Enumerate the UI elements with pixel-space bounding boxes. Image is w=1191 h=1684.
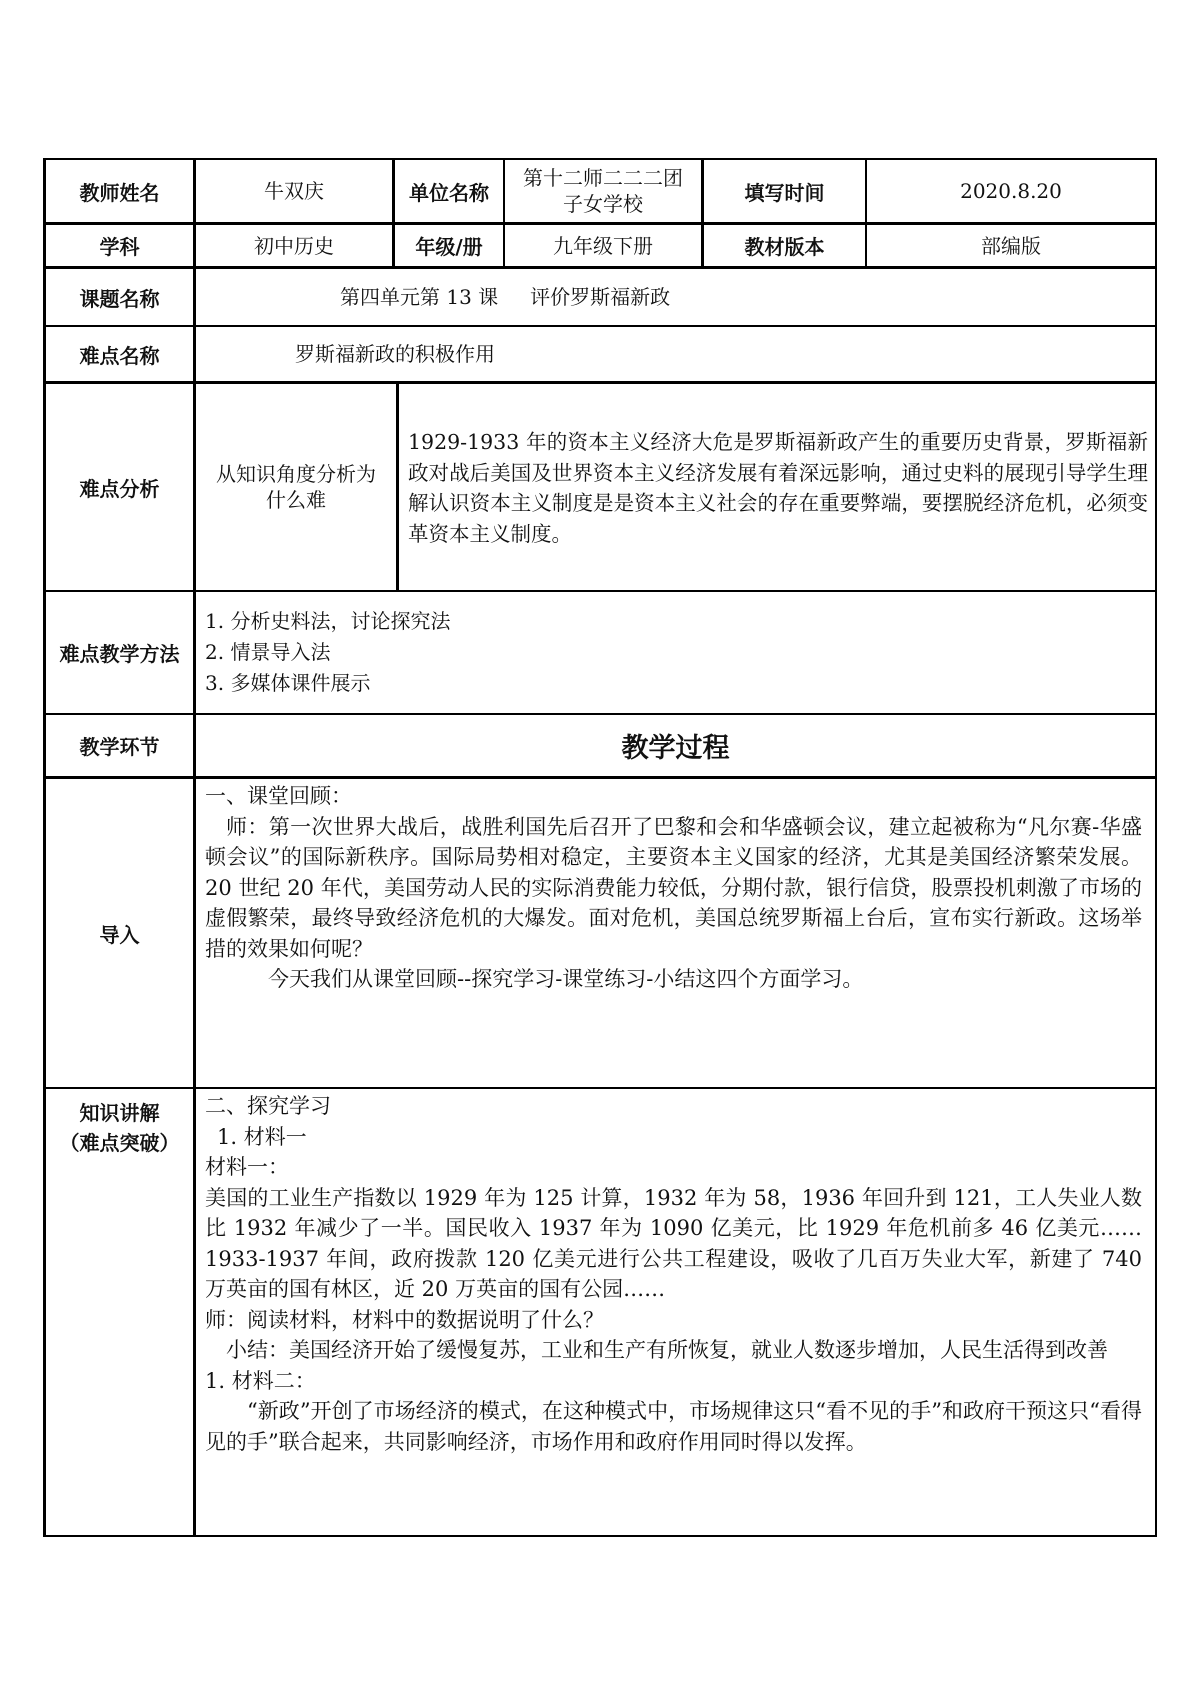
textbook-edition-label: 教材版本 — [744, 235, 825, 259]
intro-summary: 今天我们从课堂回顾--探究学习-课堂练习-小结这四个方面学习。 — [268, 967, 864, 991]
intro-content — [205, 781, 1142, 995]
analysis-text: 1929-1933 年的资本主义经济大危是罗斯福新政产生的重要历史背景，罗斯福新政对战后美国及世界资本主义经济发展有着深远影响，通过史料的展现引导学生理解认识资本主义制度是是资本主义社会的存在重要弊端，要摆脱经济危机，必须变革资本主义制度。 — [408, 430, 1148, 546]
method-item: 2. 情景导入法 — [205, 640, 331, 664]
intro-label: 导入 — [99, 922, 140, 947]
unit-name-value — [505, 160, 701, 222]
material-one-title: 1. 材料一 — [217, 1124, 307, 1149]
grade-value: 九年级下册 — [553, 233, 653, 258]
knowledge-content — [205, 1091, 1142, 1457]
teaching-method-list — [205, 606, 1105, 699]
table-border-right — [1155, 158, 1157, 1537]
label-column-divider — [193, 158, 196, 1537]
teaching-step-label: 教学环节 — [79, 735, 160, 759]
method-item: 3. 多媒体课件展示 — [205, 671, 371, 695]
topic-label: 课题名称 — [79, 286, 160, 311]
knowledge-label-line-2: （难点突破） — [59, 1131, 180, 1155]
row-rule-5 — [43, 590, 1157, 592]
fill-date-value: 2020.8.20 — [960, 179, 1062, 203]
textbook-edition-value: 部编版 — [981, 233, 1041, 258]
difficulty-name-value: 罗斯福新政的积极作用 — [295, 342, 495, 366]
knowledge-label — [46, 1098, 193, 1158]
subject-label: 学科 — [99, 235, 140, 259]
unit-name-line-1: 第十二师二二二团 — [523, 166, 683, 190]
intro-paragraph: 师：第一次世界大战后，战胜利国先后召开了巴黎和会和华盛顿会议，建立起被称为“凡尔赛-华盛顿会议”的国际新秩序。国际局势相对稳定，主要资本主义国家的经济，尤其是美国经济繁荣发展。20 世纪 20 年代，美国劳动人民的实际消费能力较低，分期付款，银行信贷，股票投机刺激了市场的虚假繁荣，最终导致经济危机的大爆发。面对危机，美国总统罗斯福上台后，宣布实行新政。这场举措的效果如何呢？ — [205, 814, 1142, 961]
knowledge-heading: 二、探究学习 — [205, 1094, 331, 1118]
analysis-divider — [396, 383, 399, 592]
material-one-label: 材料一： — [205, 1155, 289, 1179]
material-one-summary: 小结：美国经济开始了缓慢复苏，工业和生产有所恢复，就业人数逐步增加，人民生活得到改善 — [226, 1338, 1108, 1362]
row-rule-2 — [43, 266, 1157, 269]
unit-name-label: 单位名称 — [409, 180, 489, 205]
material-one-text: 美国的工业生产指数以 1929 年为 125 计算，1932 年为 58，1936 年回升到 121，工人失业人数比 1932 年减少了一半。国民收入 1937 年为 1090 亿美元，比 1929 年危机前多 46 亿美元……1933-1937 年间，政府拨款 120 亿美元进行公共工程建设，吸收了几百万失业大军，新建了 740 万英亩的国有林区，近 20 万英亩的国有公园…… — [205, 1185, 1142, 1301]
topic-unit: 第四单元第 13 课 — [340, 285, 499, 309]
analysis-angle — [196, 384, 396, 590]
topic-value — [340, 284, 840, 310]
difficulty-analysis-label: 难点分析 — [79, 476, 160, 501]
teaching-process-heading: 教学过程 — [621, 733, 730, 764]
method-item: 1. 分析史料法，讨论探究法 — [205, 609, 451, 633]
teaching-method-label: 难点教学方法 — [59, 642, 180, 666]
table-border-bottom — [43, 1535, 1157, 1537]
unit-name-line-2: 子女学校 — [563, 192, 643, 216]
teacher-name-label: 教师姓名 — [79, 180, 160, 205]
material-two-text: “新政”开创了市场经济的模式，在这种模式中，市场规律这只“看不见的手”和政府干预这只“看得见的手”联合起来，共同影响经济，市场作用和政府作用同时得以发挥。 — [205, 1399, 1142, 1454]
grade-label: 年级/册 — [415, 235, 483, 259]
row-rule-3 — [43, 325, 1157, 327]
topic-title: 评价罗斯福新政 — [530, 285, 671, 309]
subject-value: 初中历史 — [254, 233, 334, 258]
intro-heading: 一、课堂回顾： — [205, 784, 352, 808]
row-rule-7 — [43, 776, 1157, 779]
fill-date-label: 填写时间 — [744, 180, 825, 205]
knowledge-label-line-1: 知识讲解 — [79, 1101, 160, 1125]
analysis-angle-line-1: 从知识角度分析为 — [216, 462, 376, 486]
analysis-angle-line-2: 什么难 — [266, 488, 326, 512]
teacher-question: 师：阅读材料，材料中的数据说明了什么？ — [205, 1307, 604, 1332]
material-two-label: 1. 材料二： — [205, 1368, 316, 1393]
row-rule-8 — [43, 1087, 1157, 1089]
difficulty-name-label: 难点名称 — [79, 343, 160, 368]
teacher-name-value: 牛双庆 — [264, 179, 324, 203]
